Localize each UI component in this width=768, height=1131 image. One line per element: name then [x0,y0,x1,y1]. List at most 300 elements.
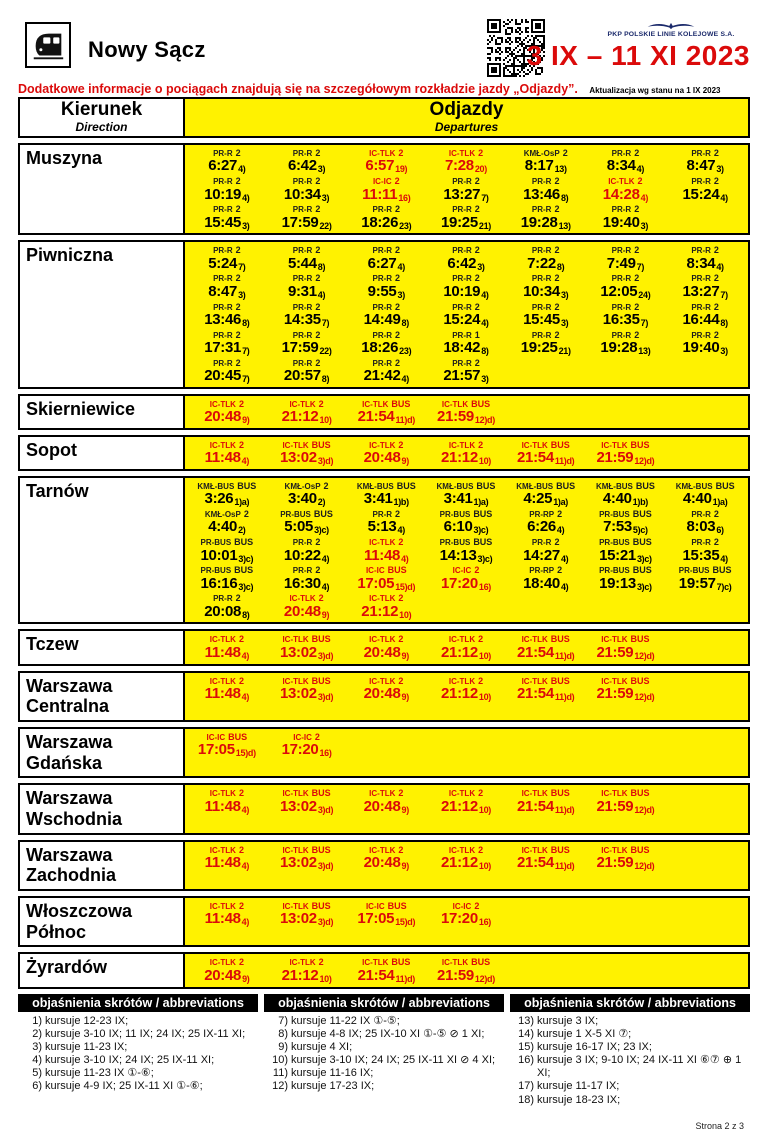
departure-time: 12:0524) [600,282,651,300]
train-category-label: PR-R 2 [213,176,241,187]
departure-entry [187,480,267,507]
footnote-item [510,1054,750,1080]
track-or-bus-label: 2 [315,245,321,256]
footnote-reference: 15)d) [235,748,256,759]
departure-time: 6:103)c) [443,518,489,536]
train-category-label: PR-R 2 [452,245,480,256]
timetable-header [18,97,750,138]
departure-entry [426,787,506,814]
track-or-bus-label: 2 [238,398,244,409]
footnote-reference: 3)d) [317,650,334,661]
departure-time: 5:448) [287,254,326,272]
train-category-label: IC-IC 2 [293,731,320,742]
train-category-label: IC-TLK BUS [601,634,650,645]
departure-times [185,729,748,776]
destination-row [18,240,750,388]
track-or-bus-label: 2 [315,565,321,576]
train-category-label: PR-R 2 [531,245,560,256]
track-or-bus-label: BUS [473,537,493,548]
departure-time: 18:2623) [361,213,412,231]
footnote-text: kursuje 16-17 IX; 23 IX; [537,1040,652,1053]
train-category-label: PR-R 2 [372,204,401,215]
train-category-label: PR-R 2 [691,301,719,312]
departure-entry [267,175,347,202]
track-or-bus-label: 2 [474,245,480,256]
departure-entry [346,956,426,983]
departure-entry [187,439,267,466]
footnote-reference: 8) [556,261,565,272]
footnote-column [510,994,750,1131]
departure-entry [426,329,506,356]
track-or-bus-label: 1 [474,329,480,340]
train-category-label: PR-R 2 [611,273,640,284]
destination-row [18,896,750,947]
footnote-text: kursuje 3-10 IX; 24 IX; 25 IX-11 XI ⊘ 4 XI; [291,1054,496,1067]
train-category-label: PR-R 2 [213,148,241,159]
departure-time: 8:344) [686,254,724,272]
footnote-text: kursuje 18-23 IX; [537,1093,621,1106]
train-category-label: PR-RP 2 [529,565,563,576]
departure-entry [346,439,426,466]
departure-time: 21:5912)d) [437,966,495,984]
update-note: Aktualizacja wg stanu na 1 IX 2023 [589,86,721,95]
track-or-bus-label: BUS [234,537,254,548]
operator-logo [596,20,746,38]
train-category-label: KMŁ-BUS BUS [595,481,655,492]
footnote-reference: 16) [319,748,332,759]
footnote-reference: 3)d) [317,804,334,815]
departure-entry [187,357,267,384]
departure-time: 13:023)d) [279,910,334,928]
departure-entry [426,956,506,983]
departure-entry [267,272,347,299]
departure-entry [426,536,506,563]
departure-time: 21:1210) [441,854,491,872]
footnote-text: kursuje 11-16 IX; [291,1067,374,1080]
track-or-bus-label: 2 [634,204,640,215]
departure-time: 21:5411)d) [517,854,575,872]
footnote-reference: 4) [242,192,250,203]
destination-row [18,952,750,988]
departure-time: 14:284) [602,185,649,203]
departure-entry [426,272,506,299]
page-number: Strona 2 z 3 [695,1120,744,1131]
train-category-label: PR-R 2 [691,537,719,548]
departure-time: 20:457) [204,367,250,385]
footnote-reference: 7) [640,317,649,328]
train-category-label: IC-TLK BUS [521,844,570,855]
train-category-label: PR-R 2 [292,565,321,576]
train-category-label: IC-TLK 2 [369,439,404,450]
footnote-reference: 11)d) [554,861,575,872]
departure-time: 17:317) [204,338,250,356]
track-or-bus-label: BUS [471,957,491,968]
footnote-reference: 7) [720,289,728,300]
departure-time: 6:274) [367,254,405,272]
footnote-reference: 3)c) [473,525,489,536]
departure-time: 15:453) [204,213,250,231]
train-category-label: IC-TLK BUS [282,675,331,686]
destination-row [18,394,750,430]
departure-time: 3:411)a) [443,490,489,508]
footnote-reference: 3) [720,345,728,356]
departure-entry [426,439,506,466]
destination-row [18,629,750,665]
footnote-number: 9) [278,1040,288,1053]
departure-time: 8:473) [686,157,724,175]
track-or-bus-label: 2 [395,245,401,256]
train-icon-glyph [29,26,67,64]
track-or-bus-label: 2 [398,537,404,548]
departure-entry [187,633,267,660]
footnote-reference: 8) [317,261,326,272]
track-or-bus-label: 2 [238,844,244,855]
track-or-bus-label: BUS [550,439,570,450]
footnote-reference: 1)a) [712,497,728,508]
train-category-label: PR-R 2 [372,329,401,340]
departure-entry [346,633,426,660]
direction-title: Kierunek [60,99,143,120]
departure-time: 21:1210) [361,602,412,620]
departure-time: 19:2813) [600,338,651,356]
track-or-bus-label: 2 [235,245,241,256]
footnote-reference: 8) [242,609,250,620]
departure-entry [346,536,426,563]
departure-time: 7:535)c) [603,518,648,536]
destination-name: Tarnów [20,478,185,622]
track-or-bus-label: 2 [398,593,404,604]
track-or-bus-label: 2 [713,148,719,159]
departure-entry [586,244,666,271]
train-category-label: IC-TLK BUS [282,634,331,645]
destination-name: Włoszczowa Północ [20,898,185,945]
page-header [0,0,768,97]
footnote-reference: 20) [474,164,487,175]
departure-time: 21:1210) [441,797,491,815]
departure-time: 20:489) [204,966,250,984]
footnote-reference: 24) [638,289,651,300]
departure-time: 20:489) [363,643,409,661]
departure-time: 13:023)d) [279,449,334,467]
footnote-reference: 22) [319,220,332,231]
info-row [18,80,760,98]
track-or-bus-label: 2 [243,509,249,520]
footnote-reference: 22) [319,345,332,356]
footnote-reference: 7) [242,374,250,385]
departure-entry [267,301,347,328]
departure-entry [187,675,267,702]
train-category-label: KMŁ-BUS BUS [197,481,257,492]
footnote-item [18,1015,258,1028]
track-or-bus-label: 2 [235,357,241,368]
footnote-reference: 4) [481,317,489,328]
departure-entry [187,900,267,927]
footnote-reference: 8) [720,317,728,328]
departure-time: 19:403) [602,213,649,231]
departure-entry [267,536,347,563]
track-or-bus-label: 2 [318,593,324,604]
departure-entry [187,564,267,591]
footnote-number: 1) [32,1014,42,1027]
footnote-reference: 12)d) [634,650,655,661]
track-or-bus-label: 2 [398,675,404,686]
departure-entry [267,203,347,230]
track-or-bus-label: 2 [395,273,401,284]
track-or-bus-label: 2 [478,148,484,159]
departure-entry [346,900,426,927]
train-category-label: PR-R 2 [611,245,640,256]
footnote-number: 18) [518,1093,534,1106]
train-category-label: PR-BUS BUS [200,537,254,548]
track-or-bus-label: 2 [315,204,321,215]
departure-entry [586,675,666,702]
footnote-reference: 13) [554,164,567,175]
operator-logo-wings-icon [644,20,698,30]
departure-entry [426,480,506,507]
train-category-label: PR-R 2 [213,357,241,368]
train-category-label: PR-R 2 [531,301,560,312]
track-or-bus-label: BUS [550,634,570,645]
train-category-label: PR-R 2 [691,329,719,340]
train-category-label: IC-TLK 2 [209,398,244,409]
departure-time: 21:5411)d) [517,449,575,467]
departure-time: 20:088) [204,602,250,620]
destination-row [18,671,750,722]
departure-entry [506,480,586,507]
departure-time: 6:5719) [365,157,408,175]
train-category-label: IC-TLK BUS [441,398,491,409]
departure-entry [267,675,347,702]
train-category-label: PR-R 2 [531,176,560,187]
train-category-label: PR-BUS BUS [599,537,652,548]
track-or-bus-label: 2 [554,301,560,312]
footnote-column-header: objaśnienia skrótów / abbreviations [18,994,258,1012]
track-or-bus-label: 2 [474,565,480,576]
footnote-reference: 12)d) [474,415,495,426]
departure-time: 21:424) [363,367,409,385]
footnote-reference: 4) [241,861,250,872]
track-or-bus-label: 2 [238,675,244,686]
departure-time: 3:261)a) [204,490,250,508]
footnote-reference: 3)d) [317,861,334,872]
departure-time: 15:453) [523,310,569,328]
track-or-bus-label: 2 [398,844,404,855]
destination-row [18,435,750,471]
track-or-bus-label: 2 [235,273,241,284]
departure-entry [586,272,666,299]
footnote-reference: 3) [481,374,489,385]
train-category-label: PR-R 2 [292,301,321,312]
footnote-reference: 3)d) [317,456,334,467]
footnote-column-header: objaśnienia skrótów / abbreviations [510,994,750,1012]
destination-row [18,143,750,235]
train-category-label: IC-TLK 2 [369,844,404,855]
departure-time: 15:244) [443,310,489,328]
footnote-reference: 8) [321,374,330,385]
footnote-reference: 3) [560,289,569,300]
departure-entry [426,633,506,660]
departure-entry [665,301,745,328]
train-category-label: KMŁ-OsP 2 [204,509,249,520]
departure-time: 4:251)a) [523,490,569,508]
footnote-reference: 1)b) [393,497,409,508]
track-or-bus-label: 2 [474,176,480,187]
train-category-label: PR-R 2 [292,148,321,159]
train-category-label: PR-R 2 [292,329,321,340]
footnote-reference: 11)d) [554,650,575,661]
departure-time: 13:023)d) [279,797,334,815]
departure-entry [426,398,506,425]
departures-subtitle: Departures [434,119,499,134]
footnote-reference: 4) [241,456,250,467]
destination-name: Tczew [20,631,185,663]
train-category-label: PR-R 2 [372,245,401,256]
footnote-reference: 10) [399,609,412,620]
track-or-bus-label: BUS [387,901,407,912]
track-or-bus-label: 2 [235,148,241,159]
departure-entry [506,675,586,702]
departure-entry [586,301,666,328]
departure-entry [586,439,666,466]
footnote-number: 4) [32,1054,42,1067]
train-category-label: IC-TLK BUS [601,844,650,855]
train-category-label: PR-BUS BUS [678,565,732,576]
departure-time: 19:133)c) [599,574,652,592]
track-or-bus-label: BUS [476,481,496,492]
train-category-label: PR-R 2 [531,537,560,548]
train-category-label: PR-R 2 [691,273,719,284]
track-or-bus-label: BUS [311,439,331,450]
destination-row [18,783,750,834]
train-category-label: PR-R 2 [691,245,719,256]
footnote-number: 2) [32,1027,42,1040]
train-category-label: PR-R 2 [691,176,719,187]
departures-column-header [185,99,748,136]
footnote-text: kursuje 11-23 IX; [45,1040,128,1053]
track-or-bus-label: 2 [235,204,241,215]
departure-entry [187,203,267,230]
departure-entry [267,956,347,983]
departure-time: 20:489) [363,854,409,872]
departure-entry [346,787,426,814]
departure-entry [346,301,426,328]
destination-name: Warszawa Wschodnia [20,785,185,832]
footnote-reference: 4) [397,525,405,536]
train-category-label: IC-TLK 2 [448,844,484,855]
departure-time: 10:194) [443,282,489,300]
footnotes [18,994,750,1131]
train-category-label: IC-IC BUS [206,731,248,742]
footnote-reference: 15)d) [395,581,416,592]
track-or-bus-label: 2 [713,301,719,312]
track-or-bus-label: BUS [632,509,652,520]
departure-entry [586,787,666,814]
train-category-label: IC-TLK 2 [608,176,643,187]
train-category-label: PR-R 2 [292,176,321,187]
departure-time: 10:013)c) [200,546,254,564]
departure-time: 21:5411)d) [357,966,415,984]
track-or-bus-label: 2 [395,301,401,312]
track-or-bus-label: 2 [634,301,640,312]
footnote-number: 8) [278,1027,288,1040]
track-or-bus-label: BUS [396,481,416,492]
train-category-label: PR-R 2 [611,148,640,159]
train-category-label: PR-BUS BUS [439,509,493,520]
train-category-label: IC-TLK BUS [282,439,331,450]
footnote-text: kursuje 12-23 IX; [45,1014,129,1027]
footnote-item [264,1080,504,1093]
train-category-label: PR-RP 2 [529,509,563,520]
footnote-reference: 8) [242,317,250,328]
departure-time: 21:5912)d) [596,643,655,661]
departure-entry [586,147,666,174]
departure-time: 13:023)d) [279,643,334,661]
footnote-text: kursuje 11-22 IX ①-⑤; [291,1014,400,1027]
track-or-bus-label: 2 [318,398,324,409]
train-category-label: IC-TLK BUS [282,844,331,855]
train-category-label: IC-TLK BUS [362,957,411,968]
footnote-reference: 9) [401,804,409,815]
track-or-bus-label: 2 [478,439,484,450]
departure-entry [506,564,586,591]
footnote-reference: 8) [401,317,409,328]
station-name: Nowy Sącz [88,37,206,62]
footnote-reference: 7) [321,317,330,328]
track-or-bus-label: BUS [311,844,331,855]
departure-time: 21:5411)d) [517,684,575,702]
departure-time: 21:1210) [281,966,332,984]
footnote-reference: 16) [398,192,411,203]
departure-entry [506,301,586,328]
footnote-reference: 1)b) [632,497,648,508]
departure-entry [346,244,426,271]
departure-time: 18:2623) [361,338,412,356]
destination-name: Skierniewice [20,396,185,428]
track-or-bus-label: 2 [398,634,404,645]
departure-time: 20:489) [363,797,409,815]
footnote-reference: 1)a) [473,497,489,508]
track-or-bus-label: BUS [635,481,655,492]
departure-entry [267,147,347,174]
train-category-label: PR-R 2 [292,273,321,284]
footnote-item [18,1054,258,1067]
departure-time: 14:498) [363,310,409,328]
footnote-reference: 13) [558,220,571,231]
direction-column-header [20,99,185,136]
departure-entry [187,272,267,299]
track-or-bus-label: BUS [234,565,254,576]
track-or-bus-label: 2 [314,731,320,742]
departure-entry [187,536,267,563]
track-or-bus-label: BUS [630,634,650,645]
departure-entry [346,564,426,591]
track-or-bus-label: BUS [550,844,570,855]
departure-entry [665,564,745,591]
footnote-reference: 4) [481,289,489,300]
departure-entry [586,536,666,563]
train-category-label: PR-R 2 [452,273,480,284]
departure-time: 3:411)b) [363,490,409,508]
footnote-reference: 16) [478,917,491,928]
departure-entry [346,357,426,384]
footnote-reference: 7) [481,192,489,203]
direction-subtitle: Direction [75,119,128,134]
departure-entry [426,203,506,230]
departure-time: 11:484) [364,546,409,564]
footnote-reference: 7)c) [716,581,732,592]
train-category-label: IC-TLK 2 [209,901,244,912]
track-or-bus-label: 2 [398,148,404,159]
